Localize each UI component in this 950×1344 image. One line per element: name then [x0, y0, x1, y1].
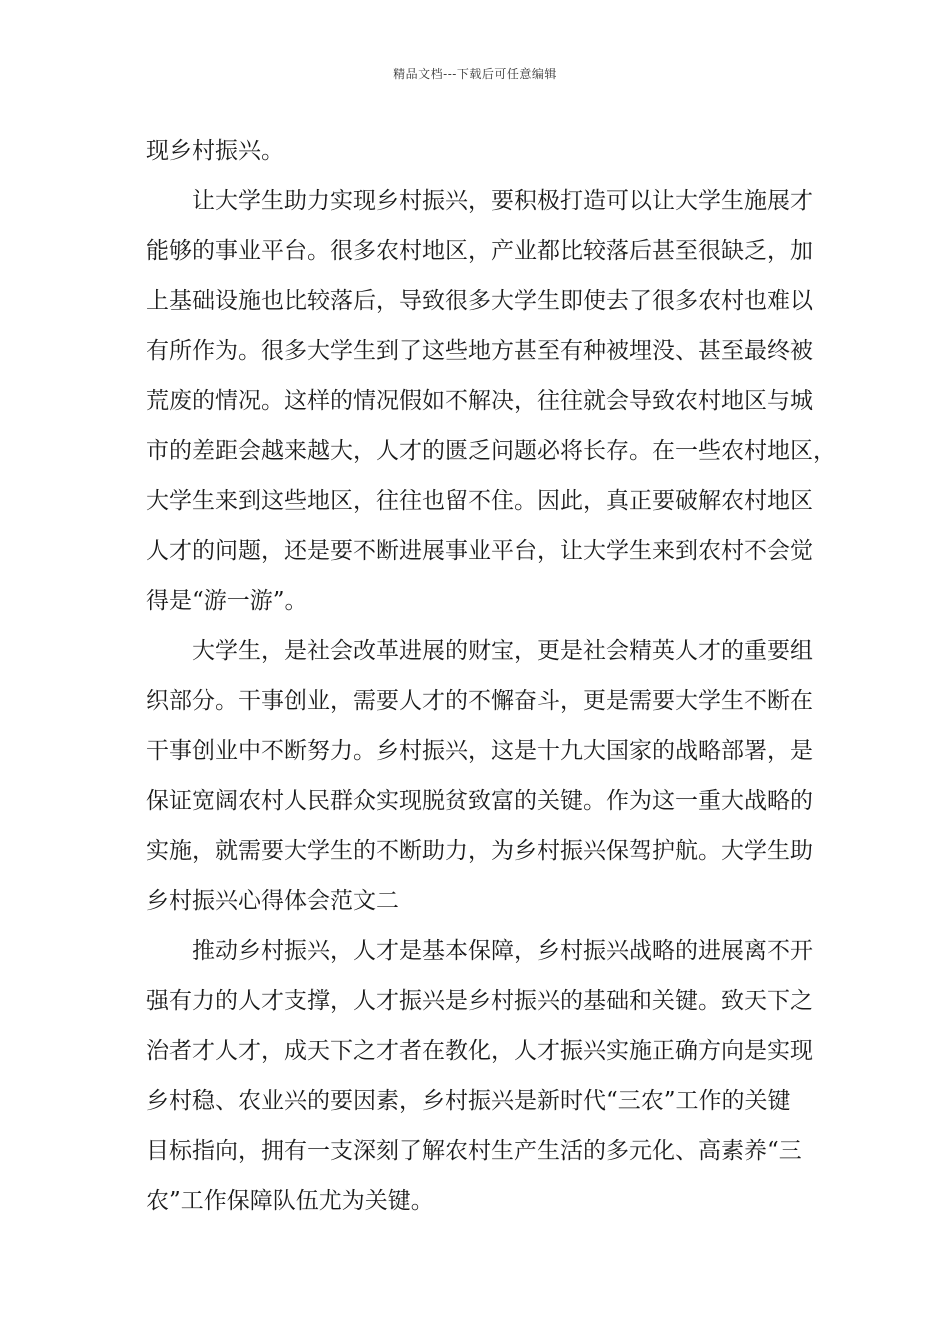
- text-line: 有所作为。很多大学生到了这些地方甚至有种被埋没、甚至最终被: [146, 338, 813, 364]
- text-line: 目标指向，拥有一支深刻了解农村生产生活的多元化、高素养“三: [146, 1138, 802, 1164]
- text-line: 乡村稳、农业兴的要因素，乡村振兴是新时代“三农”工作的关键: [146, 1088, 791, 1114]
- paragraph-start-line: 推动乡村振兴，人才是基本保障，乡村振兴战略的进展离不开: [192, 938, 813, 964]
- text-line: 能够的事业平台。很多农村地区，产业都比较落后甚至很缺乏，加: [146, 238, 813, 264]
- document-body: [146, 126, 836, 1226]
- text-line: 乡村振兴心得体会范文二: [146, 888, 399, 914]
- text-line: 荒废的情况。这样的情况假如不解决，往往就会导致农村地区与城: [146, 388, 813, 414]
- page-header: 精品文档---下载后可任意编辑: [393, 67, 557, 81]
- text-line: 人才的问题，还是要不断进展事业平台，让大学生来到农村不会觉: [146, 538, 813, 564]
- paragraph-start-line: 让大学生助力实现乡村振兴，要积极打造可以让大学生施展才: [192, 188, 813, 214]
- text-line: 治者才人才，成天下之才者在教化，人才振兴实施正确方向是实现: [146, 1038, 813, 1064]
- text-line: 保证宽阔农村人民群众实现脱贫致富的关键。作为这一重大战略的: [146, 788, 813, 814]
- text-line: 市的差距会越来越大，人才的匮乏问题必将长存。在一些农村地区，: [146, 438, 836, 464]
- text-line: 现乡村振兴。: [146, 138, 284, 164]
- text-line: 织部分。干事创业，需要人才的不懈奋斗，更是需要大学生不断在: [146, 688, 813, 714]
- text-line: 农”工作保障队伍尤为关键。: [146, 1188, 434, 1214]
- text-line: 得是“游一游”。: [146, 588, 308, 614]
- text-line: 实施，就需要大学生的不断助力，为乡村振兴保驾护航。大学生助: [146, 838, 813, 864]
- text-line: 干事创业中不断努力。乡村振兴，这是十九大国家的战略部署，是: [146, 738, 813, 764]
- text-line: 强有力的人才支撑，人才振兴是乡村振兴的基础和关键。致天下之: [146, 988, 813, 1014]
- text-line: 大学生来到这些地区，往往也留不住。因此，真正要破解农村地区: [146, 488, 813, 514]
- paragraph-start-line: 大学生，是社会改革进展的财宝，更是社会精英人才的重要组: [192, 638, 813, 664]
- text-line: 上基础设施也比较落后，导致很多大学生即使去了很多农村也难以: [146, 288, 813, 314]
